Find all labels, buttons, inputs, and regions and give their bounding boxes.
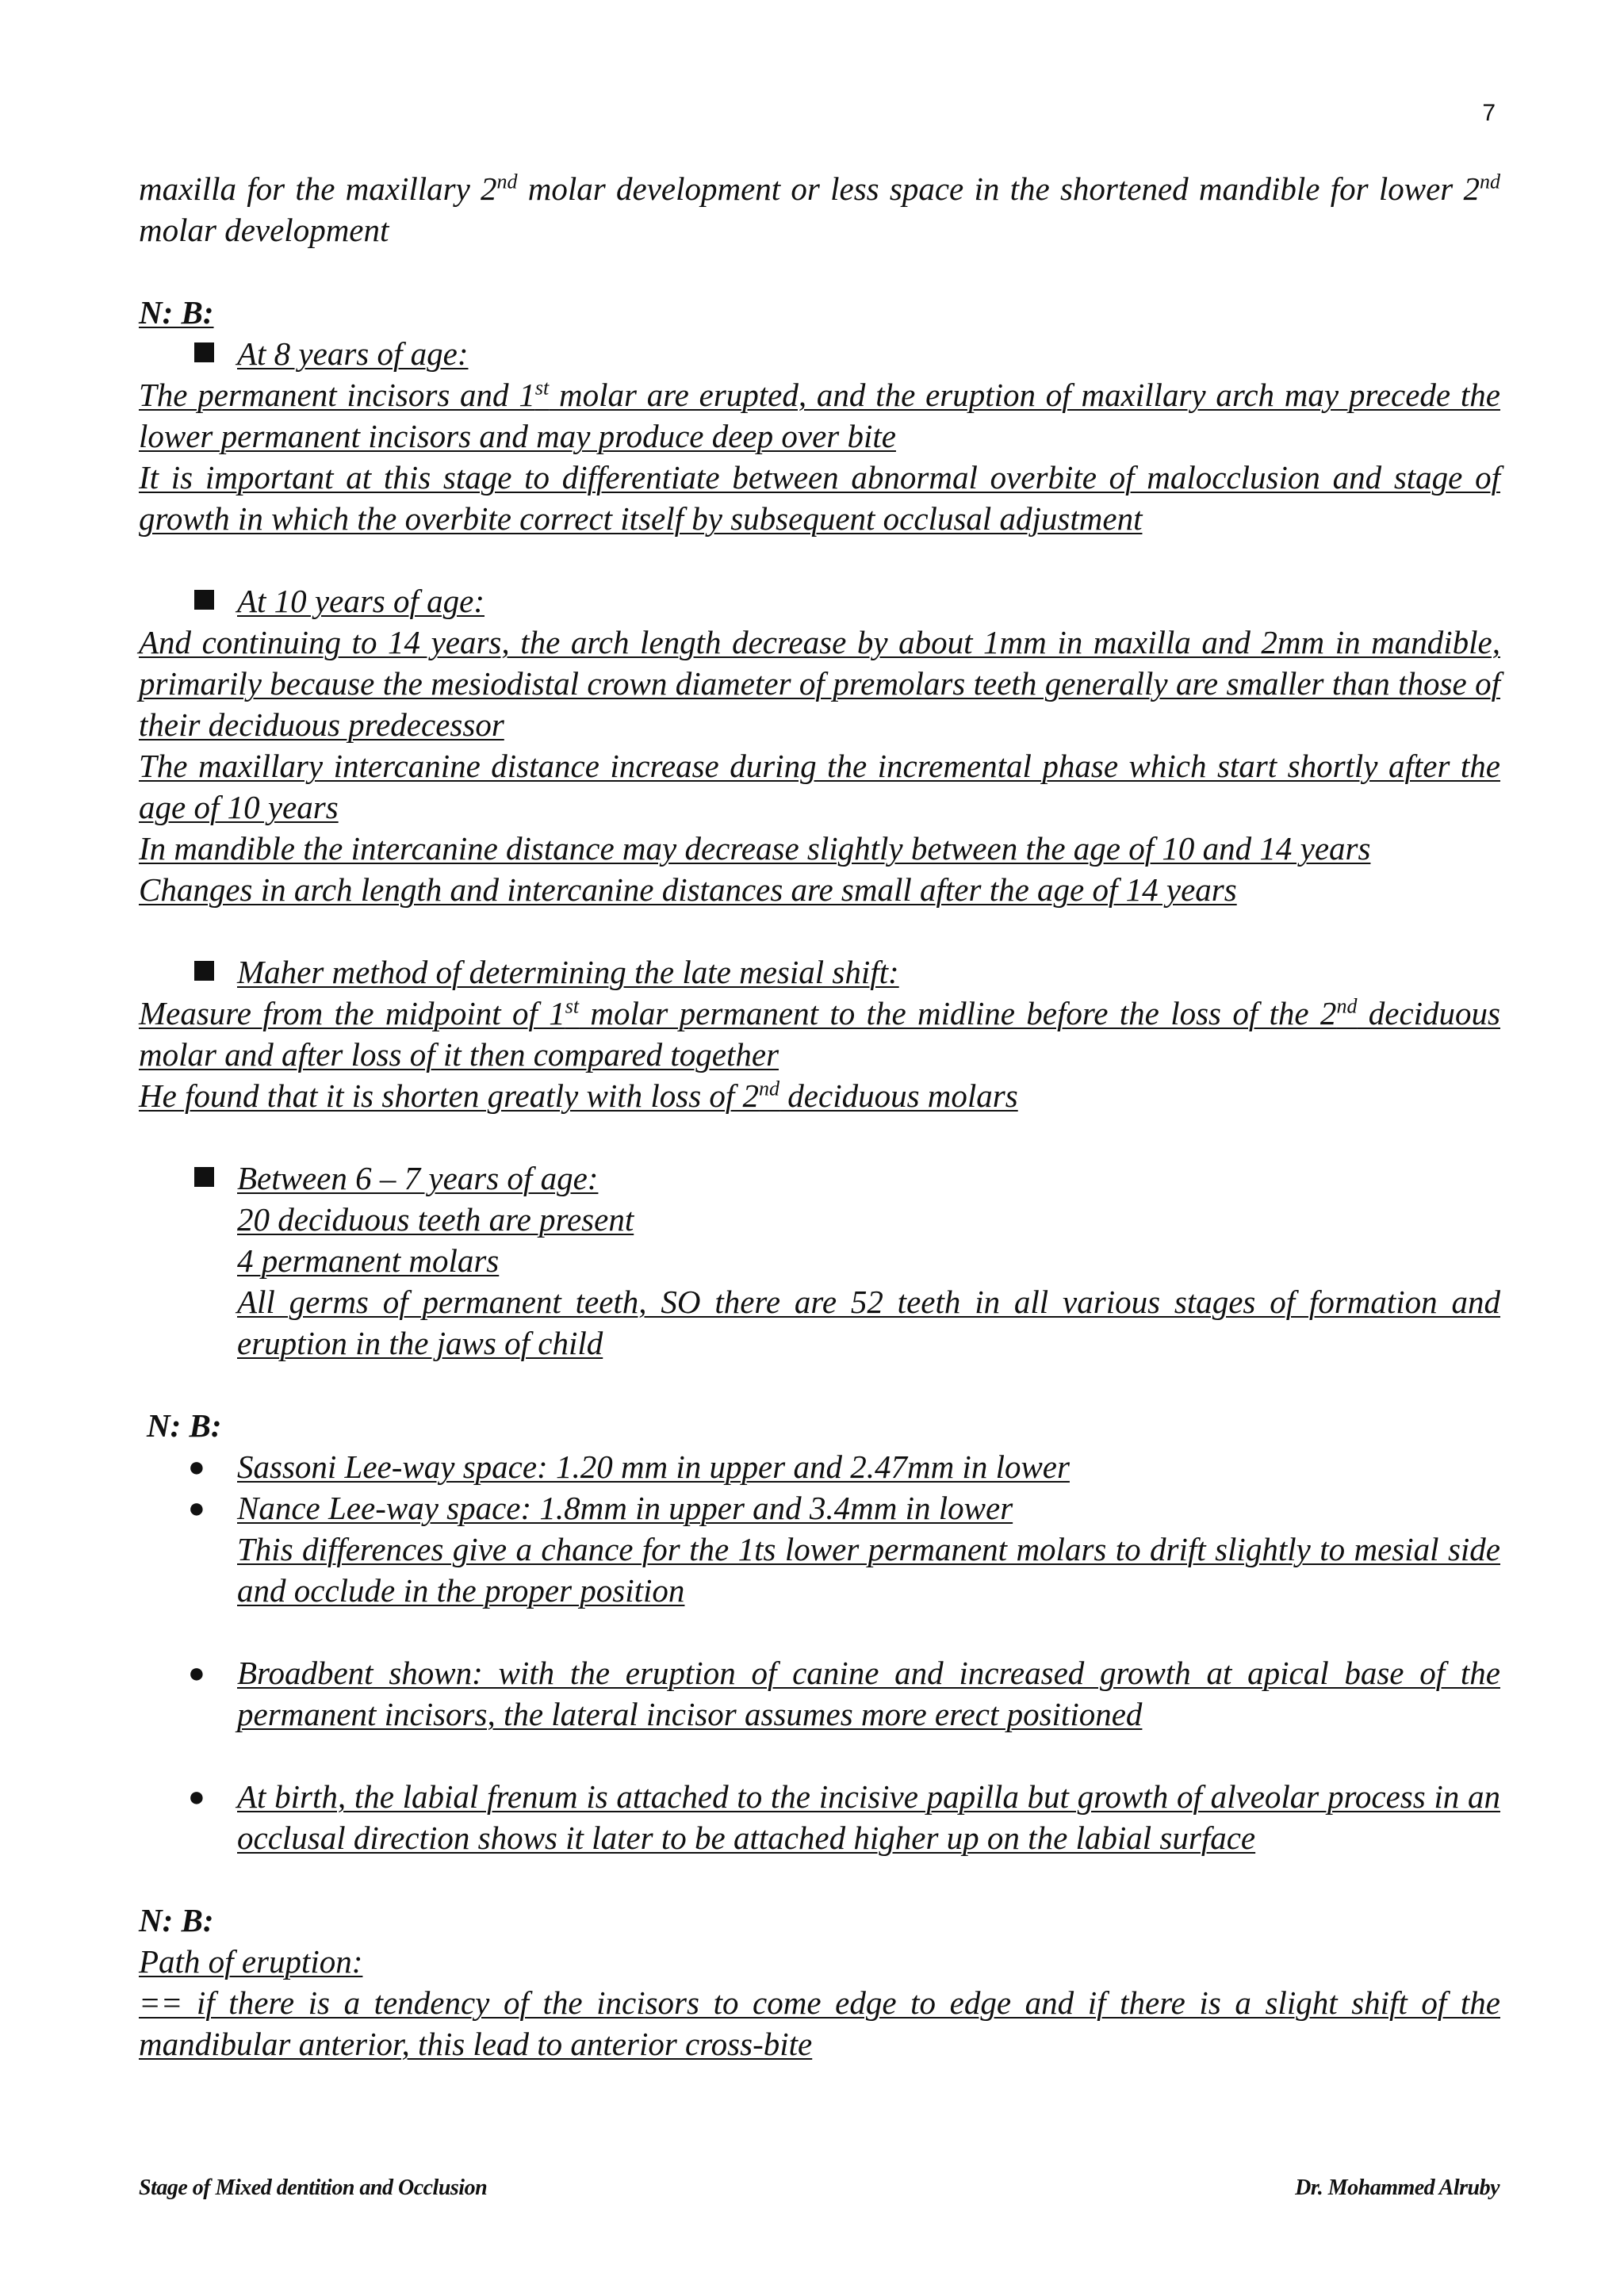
page-number: 7 (1482, 100, 1496, 126)
document-body (139, 168, 1500, 2064)
section2-paragraph4: Changes in arch length and intercanine distances are small after the age of 14 years (139, 871, 1237, 908)
square-bullet-icon (194, 961, 214, 981)
bullet-dot-icon: ● (188, 1492, 205, 1524)
bullet-nance: ● Nance Lee-way space: 1.8mm in upper and 3.4mm in lower (139, 1487, 1500, 1529)
section4-line3: All germs of permanent teeth, SO there are 52 teeth in all various stages of formation and eruption in the jaws of child (237, 1284, 1500, 1361)
bullet-broadbent: ● Broadbent shown: with the eruption of canine and increased growth at apical base of the permanent incisors, the lateral incisor assumes more erect positioned (139, 1652, 1500, 1735)
square-bullet-icon (194, 590, 214, 610)
section-heading-10-years: At 10 years of age: (139, 580, 1500, 622)
bullet-dot-icon: ● (188, 1781, 205, 1812)
section-heading-6-7-years: Between 6 – 7 years of age: (139, 1158, 1500, 1199)
intro-paragraph: maxilla for the maxillary 2nd molar development or less space in the shortened mandible for lower 2nd molar development (139, 170, 1500, 248)
path-of-eruption-heading: Path of eruption: (139, 1943, 363, 1980)
square-bullet-icon (194, 342, 214, 362)
section-heading-maher-method: Maher method of determining the late mesial shift: (139, 951, 1500, 993)
bullet-dot-icon: ● (188, 1657, 205, 1689)
footer-title: Stage of Mixed dentition and Occlusion (139, 2175, 488, 2200)
section3-paragraph2: He found that it is shorten greatly with loss of 2nd deciduous molars (139, 1077, 1018, 1114)
square-bullet-icon (194, 1167, 214, 1187)
path-of-eruption-paragraph: == if there is a tendency of the incisors to come edge to edge and if there is a slight shift of the mandibular anterior, this lead to anterior cross-bite (139, 1984, 1500, 2062)
nb-label-3: N: B: (139, 1902, 214, 1938)
bullet-labial-frenum: ● At birth, the labial frenum is attached to the incisive papilla but growth of alveolar process in an occlusal direction shows it later to be attached higher up on the labial surface (139, 1776, 1500, 1858)
nb-label-2: N: B: (147, 1407, 222, 1444)
bullet-dot-icon: ● (188, 1451, 205, 1483)
bullet-nance-continuation: This differences give a chance for the 1ts lower permanent molars to drift slightly to mesial side and occlude in the proper position (237, 1531, 1500, 1609)
bullet-sassoni: ● Sassoni Lee-way space: 1.20 mm in upper and 2.47mm in lower (139, 1446, 1500, 1487)
section-heading-8-years: At 8 years of age: (139, 333, 1500, 374)
nb-label: N: B: (139, 294, 214, 331)
section1-paragraph2: It is important at this stage to differentiate between abnormal overbite of malocclusion and stage of growth in which the overbite correct itself by subsequent occlusal adjustment (139, 459, 1500, 537)
section3-paragraph1: Measure from the midpoint of 1st molar permanent to the midline before the loss of the 2nd deciduous molar and after loss of it then compared together (139, 994, 1500, 1073)
section2-paragraph3: In mandible the intercanine distance may decrease slightly between the age of 10 and 14 years (139, 830, 1371, 867)
section2-paragraph2: The maxillary intercanine distance increase during the incremental phase which start shortly after the age of 10 years (139, 748, 1500, 825)
section4-line1: 20 deciduous teeth are present (237, 1201, 634, 1238)
section2-paragraph1: And continuing to 14 years, the arch length decrease by about 1mm in maxilla and 2mm in mandible, primarily because the mesiodistal crown diameter of premolars teeth generally are smaller than those of their deciduous predecessor (139, 624, 1500, 743)
footer-author: Dr. Mohammed Alruby (1295, 2175, 1500, 2200)
section4-line2: 4 permanent molars (237, 1242, 500, 1279)
section1-paragraph1: The permanent incisors and 1st molar are erupted, and the eruption of maxillary arch may precede the lower permanent incisors and may produce deep over bite (139, 376, 1500, 454)
